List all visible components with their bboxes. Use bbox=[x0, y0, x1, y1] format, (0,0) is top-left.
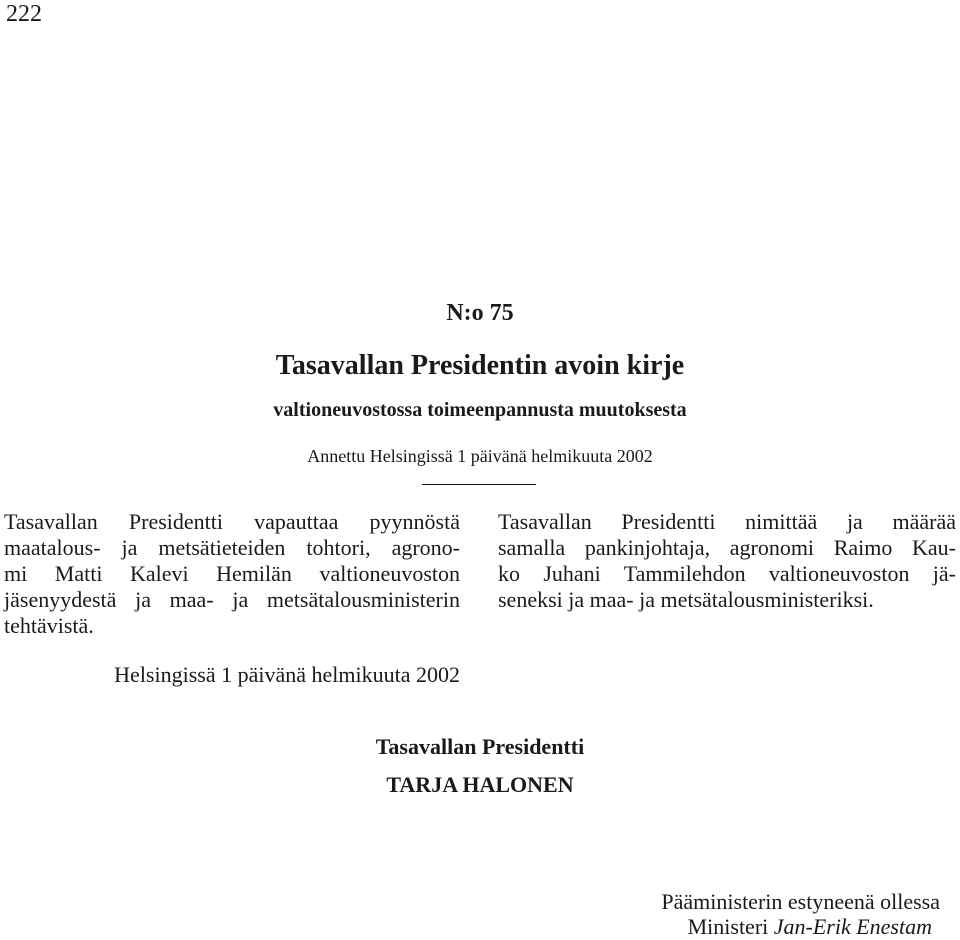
right-paragraph bbox=[498, 509, 956, 613]
header-divider bbox=[422, 484, 536, 485]
left-paragraph-line: maatalous- ja metsätieteiden tohtori, agrono- bbox=[4, 535, 460, 560]
place-and-date: Helsingissä 1 päivänä helmikuuta 2002 bbox=[114, 662, 460, 687]
document-subtitle: valtioneuvostossa toimeenpannusta muutoksesta bbox=[273, 399, 687, 421]
minister-label: Ministeri bbox=[687, 914, 769, 939]
minister-name: Jan-Erik Enestam bbox=[773, 914, 932, 939]
president-name: TARJA HALONEN bbox=[386, 772, 574, 797]
prime-minister-note: Pääministerin estyneenä ollessa bbox=[661, 889, 940, 914]
right-paragraph-line: seneksi ja maa- ja metsätalousministeriksi. bbox=[498, 587, 874, 612]
left-paragraph-line: mi Matti Kalevi Hemilän valtioneuvoston bbox=[4, 561, 460, 586]
right-paragraph-line: samalla pankinjohtaja, agronomi Raimo Kau- bbox=[498, 535, 956, 560]
document-number: N:o 75 bbox=[446, 300, 514, 326]
right-paragraph-line: Tasavallan Presidentti nimittää ja määrää bbox=[498, 509, 956, 534]
minister-signature bbox=[300, 914, 932, 940]
page-number: 222 bbox=[6, 1, 42, 27]
president-title: Tasavallan Presidentti bbox=[375, 734, 585, 759]
document-title: Tasavallan Presidentin avoin kirje bbox=[275, 350, 685, 381]
left-paragraph-line: Tasavallan Presidentti vapauttaa pyynnöstä bbox=[4, 509, 460, 534]
left-paragraph bbox=[4, 509, 460, 639]
left-paragraph-line: jäsenyydestä ja maa- ja metsätalousministerin bbox=[4, 587, 460, 612]
left-paragraph-line: tehtävistä. bbox=[4, 613, 94, 638]
document-given-date: Annettu Helsingissä 1 päivänä helmikuuta 2002 bbox=[307, 446, 653, 466]
right-paragraph-line: ko Juhani Tammilehdon valtioneuvoston jä- bbox=[498, 561, 956, 586]
